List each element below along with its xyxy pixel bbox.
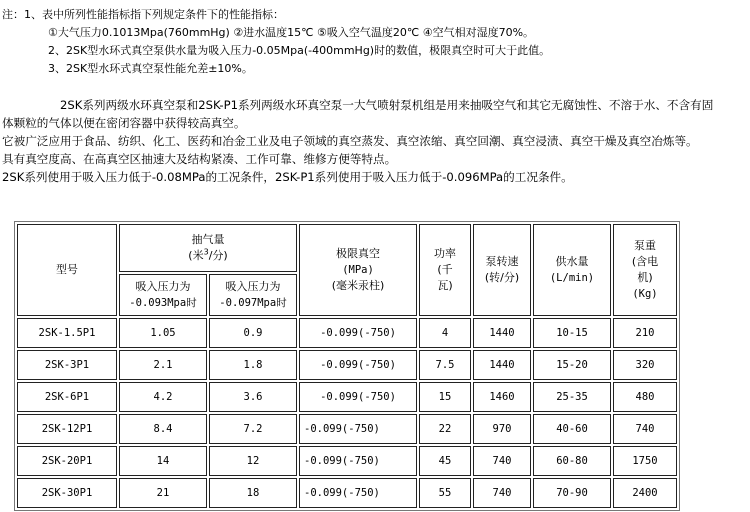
cell-model: 2SK-20P1 [17,446,117,476]
table-row [17,350,677,380]
cell-model: 2SK-12P1 [17,414,117,444]
cell-ultimate: -0.099(-750) [299,350,417,380]
cell-weight: 480 [613,382,677,412]
header-model: 型号 [17,224,117,316]
cell-water: 60-80 [533,446,611,476]
cell-ultimate: -0.099(-750) [299,478,417,508]
header-suction-093: 吸入压力为 -0.093Mpa时 [119,274,207,316]
cell-q1: 2.1 [119,350,207,380]
performance-table [14,221,680,511]
cell-water: 70-90 [533,478,611,508]
cell-ultimate: -0.099(-750) [299,382,417,412]
cell-power: 22 [419,414,471,444]
cell-speed: 1460 [473,382,531,412]
cell-speed: 1440 [473,318,531,348]
description-paragraph-1: 2SK系列两级水环真空泵和2SK-P1系列两级水环真空泵一大气喷射泵机组是用来抽吸空气和其它无腐蚀性、不溶于水、不含有固体颗粒的气体以便在密闭容器中获得较高真空。 [2,98,714,130]
header-ultimate-vacuum: 极限真空 (MPa) (毫米汞柱) [299,224,417,316]
cell-q1: 21 [119,478,207,508]
cell-q2: 12 [209,446,297,476]
header-pumping-capacity [119,224,297,272]
cell-speed: 970 [473,414,531,444]
cell-water: 10-15 [533,318,611,348]
cell-weight: 740 [613,414,677,444]
cell-water: 40-60 [533,414,611,444]
cell-q2: 0.9 [209,318,297,348]
cell-power: 7.5 [419,350,471,380]
cell-ultimate: -0.099(-750) [299,414,417,444]
description-block [2,96,722,186]
description-paragraph-4: 2SK系列使用于吸入压力低于-0.08MPa的工况条件，2SK-P1系列使用于吸入压力低于-0.096MPa的工况条件。 [2,170,573,184]
header-pumping-unit: (米$^3$/分) [188,247,228,262]
table-row [17,478,677,508]
cell-power: 15 [419,382,471,412]
cell-q2: 3.6 [209,382,297,412]
cell-q2: 7.2 [209,414,297,444]
notes-block [2,6,742,78]
header-pump-weight: 泵重 (含电 机) (Kg) [613,224,677,316]
note-heading: 注：1、表中所列性能指标指下列规定条件下的性能指标： [2,8,284,21]
header-suction-097: 吸入压力为 -0.097Mpa时 [209,274,297,316]
cell-weight: 210 [613,318,677,348]
cell-power: 55 [419,478,471,508]
header-power: 功率 (千 瓦) [419,224,471,316]
cell-ultimate: -0.099(-750) [299,446,417,476]
cell-q2: 1.8 [209,350,297,380]
note-3: 3、2SK型水环式真空泵性能允差±10%。 [48,62,253,75]
cell-weight: 1750 [613,446,677,476]
description-paragraph-3: 具有真空度高、在高真空区抽速大及结构紧凑、工作可靠、维修方便等特点。 [2,152,397,166]
note-conditions: ①大气压力0.1013Mpa(760mmHg) ②进水温度15℃ ⑤吸入空气温度20℃ ④空气相对湿度70%。 [48,26,535,39]
cell-weight: 320 [613,350,677,380]
cell-model: 2SK-1.5P1 [17,318,117,348]
header-water-supply: 供水量 (L/min) [533,224,611,316]
cell-speed: 740 [473,478,531,508]
table-row [17,382,677,412]
description-paragraph-2: 它被广泛应用于食品、纺织、化工、医药和冶金工业及电子领域的真空蒸发、真空浓缩、真空回潮、真空浸渍、真空干燥及真空冶炼等。 [2,134,698,148]
header-pumping-label: 抽气量 [191,233,225,246]
header-pump-speed: 泵转速 (转/分) [473,224,531,316]
cell-water: 25-35 [533,382,611,412]
cell-water: 15-20 [533,350,611,380]
table-row [17,446,677,476]
cell-q1: 14 [119,446,207,476]
cell-q2: 18 [209,478,297,508]
cell-q1: 1.05 [119,318,207,348]
note-2: 2、2SK型水环式真空泵供水量为吸入压力-0.05Mpa(-400mmHg)时的数值，极限真空时可大于此值。 [48,44,551,57]
table-row [17,414,677,444]
cell-power: 4 [419,318,471,348]
cell-q1: 4.2 [119,382,207,412]
cell-ultimate: -0.099(-750) [299,318,417,348]
cell-model: 2SK-30P1 [17,478,117,508]
cell-power: 45 [419,446,471,476]
cell-speed: 740 [473,446,531,476]
cell-weight: 2400 [613,478,677,508]
cell-speed: 1440 [473,350,531,380]
cell-q1: 8.4 [119,414,207,444]
table-row [17,318,677,348]
cell-model: 2SK-6P1 [17,382,117,412]
cell-model: 2SK-3P1 [17,350,117,380]
